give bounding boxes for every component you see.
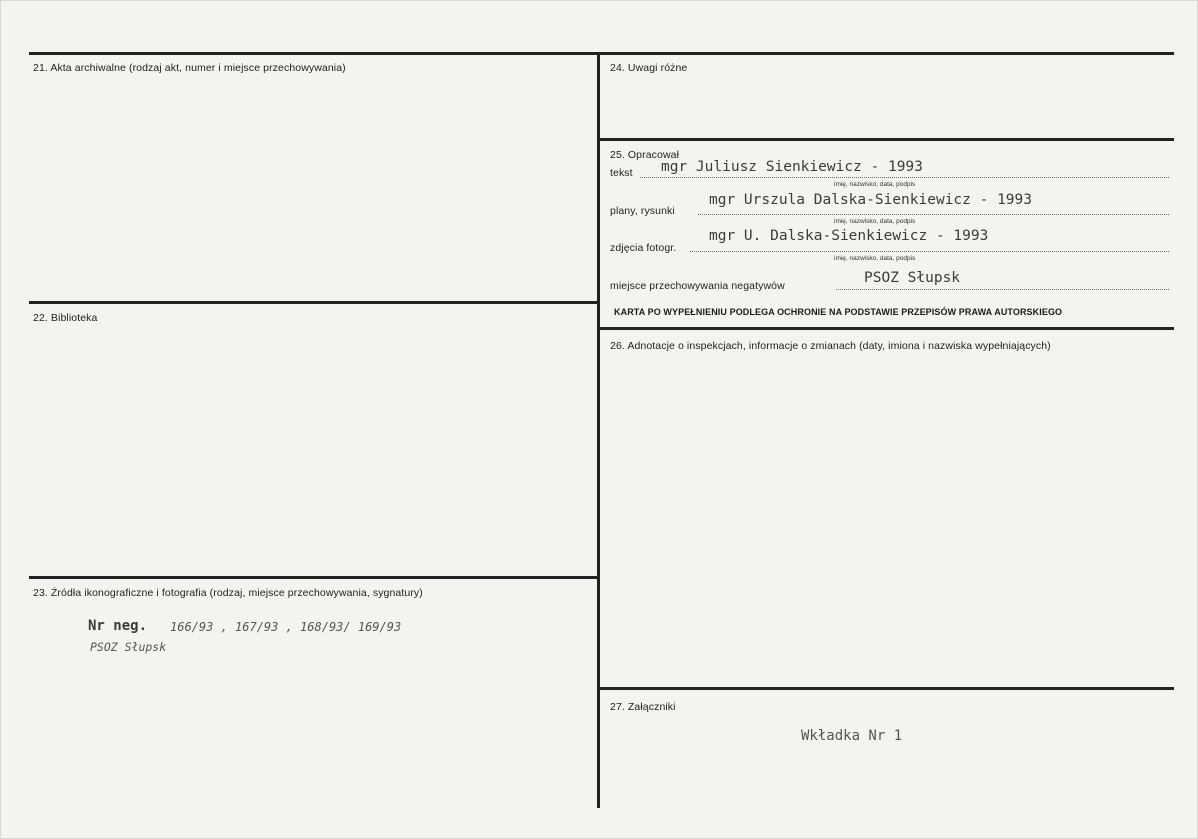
plany-line [698,214,1169,215]
nr-neg-values: 166/93 , 167/93 , 168/93/ 169/93 [170,620,402,634]
negatywy-line [836,289,1169,290]
zdjecia-label: zdjęcia fotogr. [610,242,677,254]
tekst-line [640,177,1169,178]
section-24-label: 24. Uwagi różne [610,62,688,74]
rule-s22-s23 [29,576,599,579]
attachment-value: Wkładka Nr 1 [801,728,903,744]
tekst-caption: imię, nazwisko, data, podpis [834,181,916,188]
top-rule [29,52,1174,55]
nr-neg-label: Nr neg. [88,618,148,634]
section-21-label: 21. Akta archiwalne (rodzaj akt, numer i miejsce przechowywania) [33,62,346,74]
nr-neg-place: PSOZ Słupsk [90,640,167,654]
tekst-value: mgr Juliusz Sienkiewicz - 1993 [661,159,923,175]
section-25-label: 25. Opracował [610,149,680,161]
rule-s24-s25 [597,138,1174,141]
rule-s25-s26 [597,327,1174,330]
zdjecia-value: mgr U. Dalska-Sienkiewicz - 1993 [709,228,989,244]
plany-label: plany, rysunki [610,205,675,217]
section-23-label: 23. Źródła ikonograficzne i fotografia (rodzaj, miejsce przechowywania, sygnatury) [33,587,423,599]
section-27-label: 27. Załączniki [610,701,676,713]
plany-caption: imię, nazwisko, data, podpis [834,218,916,225]
negatywy-value: PSOZ Słupsk [864,270,961,286]
copyright-notice: KARTA PO WYPEŁNIENIU PODLEGA OCHRONIE NA PODSTAWIE PRZEPISÓW PRAWA AUTORSKIEGO [614,307,1063,317]
zdjecia-line [690,251,1169,252]
negatywy-label: miejsce przechowywania negatywów [610,280,785,292]
zdjecia-caption: imię, nazwisko, data, podpis [834,255,916,262]
center-divider [597,52,600,808]
section-26-label: 26. Adnotacje o inspekcjach, informacje o zmianach (daty, imiona i nazwiska wypełniających) [610,340,1051,352]
tekst-label: tekst [610,167,633,179]
plany-value: mgr Urszula Dalska-Sienkiewicz - 1993 [709,192,1033,208]
section-22-label: 22. Biblioteka [33,312,98,324]
rule-s26-s27 [597,687,1174,690]
rule-s21-s22 [29,301,599,304]
